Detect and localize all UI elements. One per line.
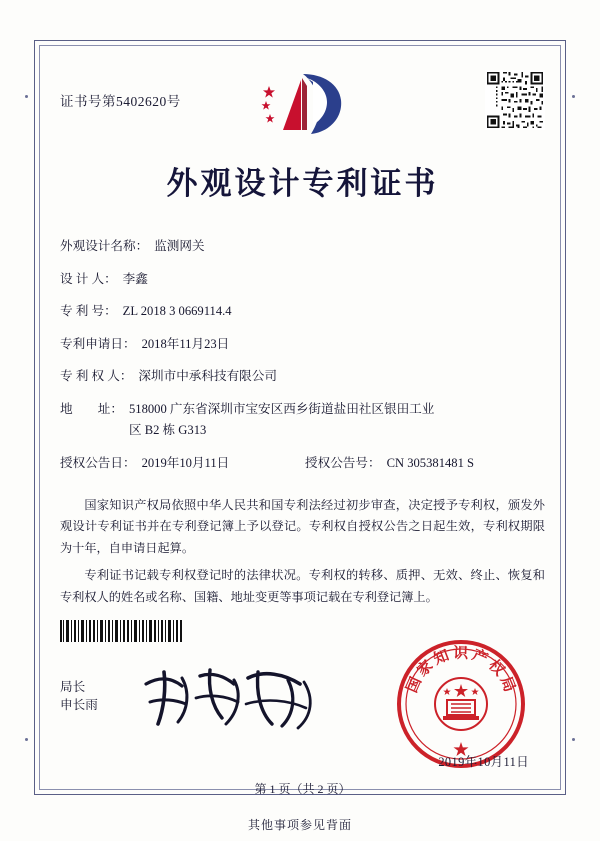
field-label: 授权公告号： [305,455,381,470]
field-design-name [60,237,545,257]
field-patentee [60,367,545,387]
certificate-content [60,60,545,796]
field-value: 深圳市中承科技有限公司 [138,369,277,384]
field-patent-number [60,302,545,322]
signature-block [60,645,545,778]
legal-paragraph-2: 专利证书记载专利权登记时的法律状况。专利权的转移、质押、无效、终止、恢复和专利权人的姓名或名称、国籍、地址变更等事项记载在专利登记簿上。 [60,568,545,604]
handwritten-signature [138,658,328,738]
barcode [60,620,182,642]
legal-text [60,495,545,608]
field-application-date [60,335,545,355]
field-label: 地 址： [60,401,123,416]
address-line-1: 518000 广东省深圳市宝安区西乡街道盐田社区银田工业 [128,401,435,416]
corner-dot [25,95,28,98]
seal-arc-text: 国家知识产权局 [404,645,519,698]
certificate-fields [60,237,545,473]
field-designer [60,270,545,290]
field-label: 外观设计名称： [60,239,149,253]
qr-code-icon [485,70,545,130]
director-name: 申长雨 [60,698,98,713]
page-title: 外观设计专利证书 [166,166,439,201]
field-value: CN 305381481 S [386,455,475,470]
field-grant-info [60,454,545,474]
cnipa-logo-icon [257,68,349,140]
field-value: 2019年10月11日 [141,455,230,470]
field-value: ZL 2018 3 0669114.4 [122,304,232,319]
corner-dot [25,738,28,741]
corner-dot [572,95,575,98]
field-value-wrapper [129,400,545,441]
field-label: 设 计 人： [60,271,117,286]
certificate-header [60,60,545,140]
seal-date: 2019年10月11日 [438,755,529,769]
field-label: 授权公告日： [60,455,136,470]
certificate-number: 证书号第5402620号 [60,94,181,109]
field-address [60,400,545,441]
address-line-2: 区 B2 栋 G313 [128,423,207,438]
director-label: 局长 [60,680,86,694]
field-grant-date [60,454,305,474]
legal-paragraph-1: 国家知识产权局依照中华人民共和国专利法经过初步审查，决定授予专利权，颁发外观设计专利证书并在专利登记簿上予以登记。专利权自授权公告之日起生效，专利权期限为十年，自申请日起算。 [60,498,545,555]
field-label: 专利申请日： [60,336,136,351]
footer-note: 其他事项参见背面 [247,818,352,832]
field-value: 李鑫 [122,271,148,286]
page-indicator: 第 1 页（共 2 页） [254,782,351,796]
field-grant-number [305,454,474,474]
corner-dot [572,738,575,741]
field-value: 2018年11月23日 [141,336,230,351]
field-value: 监测网关 [154,239,205,253]
director-title [60,678,98,715]
official-seal [395,638,527,770]
field-label: 专 利 号： [60,304,117,319]
field-label: 专 利 权 人： [60,369,133,384]
